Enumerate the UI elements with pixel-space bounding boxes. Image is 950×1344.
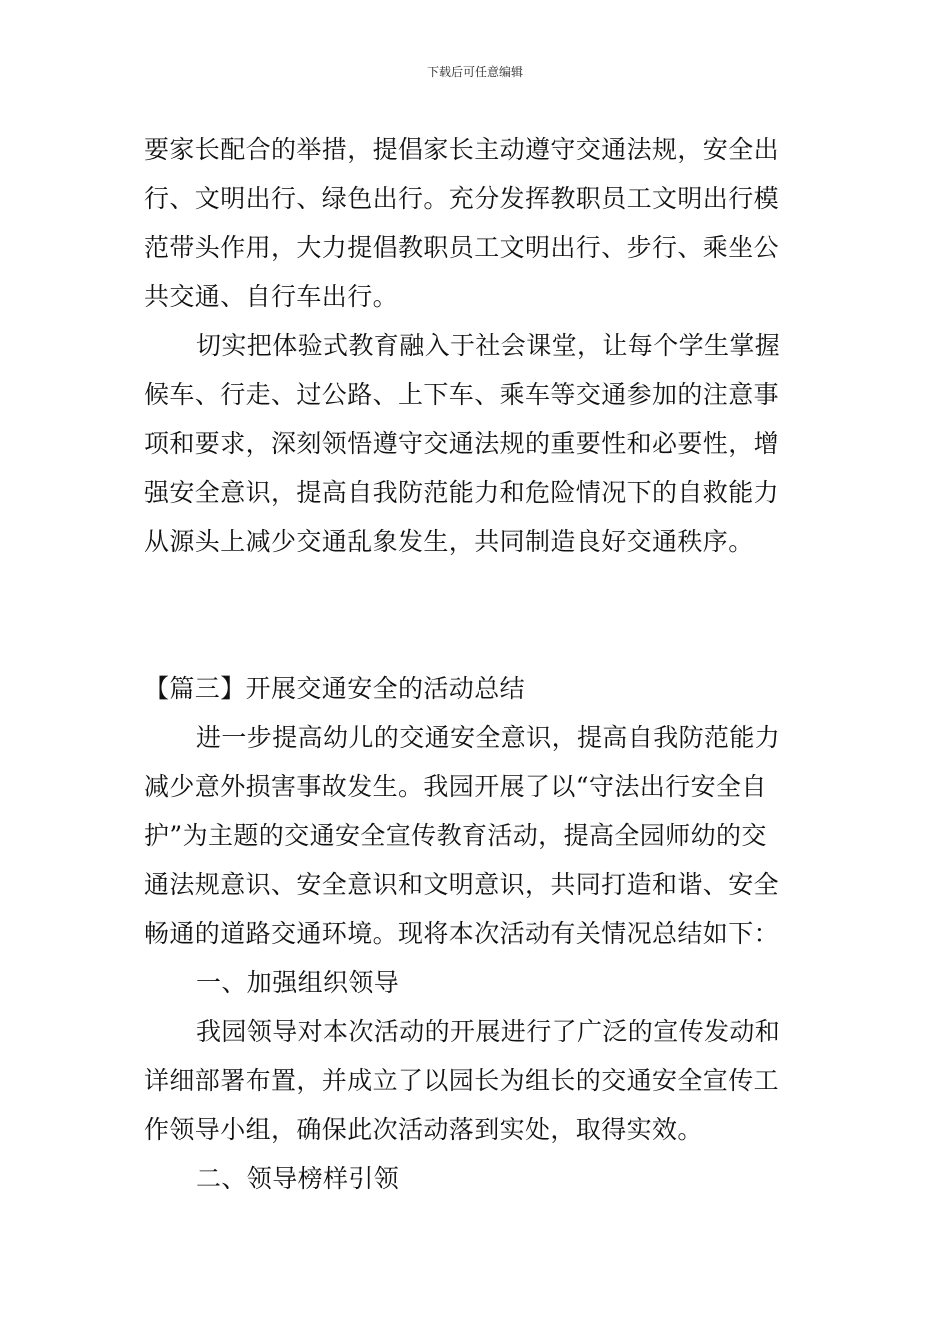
text-line: 候车、行走、过公路、上下车、乘车等交通参加的注意事 [144, 380, 780, 409]
document-body [144, 125, 806, 1203]
page-header: 下载后可任意编辑 [426, 65, 523, 79]
text-line: 项和要求，深刻领悟遵守交通法规的重要性和必要性，增 [144, 429, 780, 458]
section-spacer [144, 566, 806, 664]
subheading-organization: 一、加强组织领导 [196, 968, 400, 997]
text-line: 我园领导对本次活动的开展进行了广泛的宣传发动和 [196, 1017, 781, 1046]
text-line: 切实把体验式教育融入于社会课堂，让每个学生掌握 [196, 331, 781, 360]
text-line: 通法规意识、安全意识和文明意识，共同打造和谐、安全 [144, 870, 780, 899]
text-line: 从源头上减少交通乱象发生，共同制造良好交通秩序。 [144, 527, 754, 556]
text-line: 要家长配合的举措，提倡家长主动遵守交通法规，安全出 [144, 135, 780, 164]
paragraph-organization [144, 1007, 806, 1154]
text-line: 行、文明出行、绿色出行。充分发挥教职员工文明出行模 [144, 184, 780, 213]
text-line: 共交通、自行车出行。 [144, 282, 399, 311]
paragraph-activity-intro [144, 713, 806, 958]
text-line: 进一步提高幼儿的交通安全意识，提高自我防范能力 [196, 723, 781, 752]
text-line: 范带头作用，大力提倡教职员工文明出行、步行、乘坐公 [144, 233, 780, 262]
paragraph-parent-cooperation [144, 125, 806, 321]
section-title: 【篇三】开展交通安全的活动总结 [144, 674, 526, 703]
text-line: 强安全意识，提高自我防范能力和危险情况下的自救能力 [144, 478, 780, 507]
text-line: 护”为主题的交通安全宣传教育活动，提高全园师幼的交 [144, 821, 767, 850]
text-line: 畅通的道路交通环境。现将本次活动有关情况总结如下： [144, 919, 780, 948]
text-line: 详细部署布置，并成立了以园长为组长的交通安全宣传工 [144, 1066, 780, 1095]
text-line: 减少意外损害事故发生。我园开展了以“守法出行安全自 [144, 772, 767, 801]
text-line: 作领导小组，确保此次活动落到实处，取得实效。 [144, 1115, 703, 1144]
subheading-leadership: 二、领导榜样引领 [196, 1164, 400, 1193]
paragraph-experiential-education [144, 321, 806, 566]
